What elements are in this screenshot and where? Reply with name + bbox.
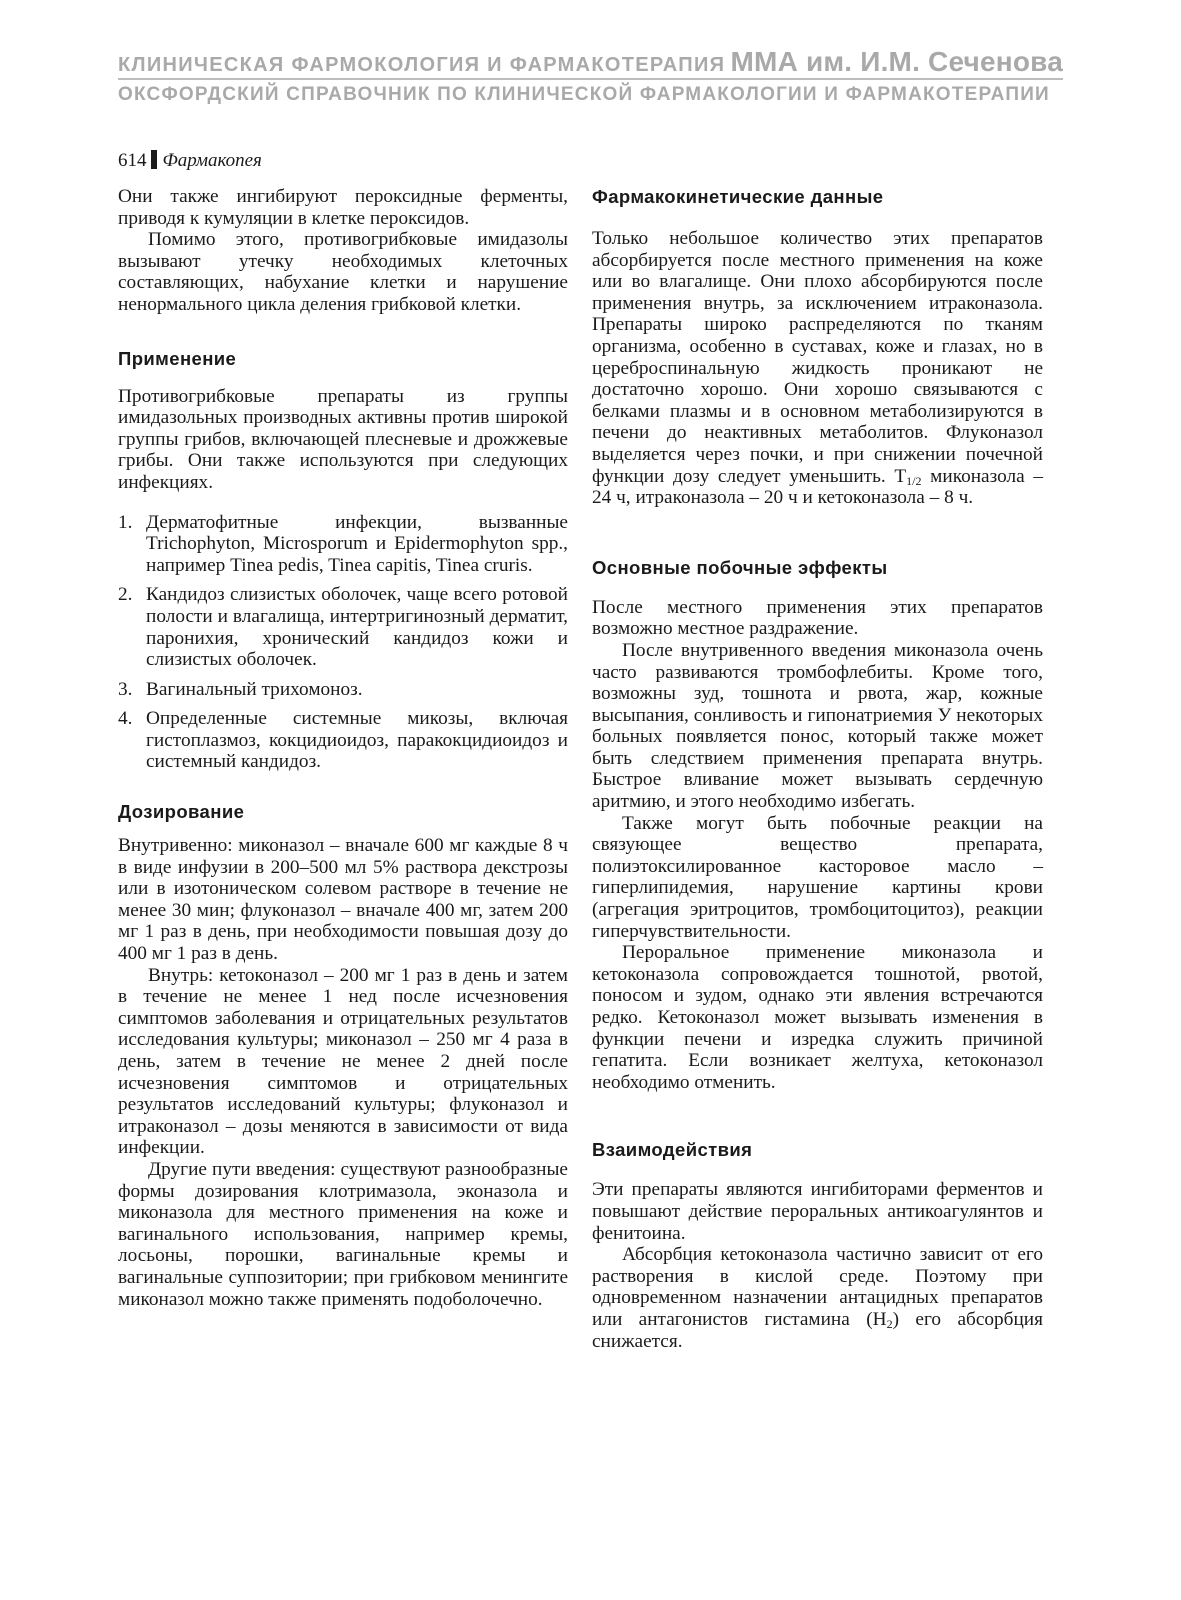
left-column: [118, 186, 568, 1310]
histamine-subscript: 2: [886, 1316, 893, 1331]
intro-paragraph-1: Они также ингибируют пероксидные ферменты, приводя к кумуляции в клетке пероксидов.: [118, 186, 568, 229]
header-institution: ММА им. И.М. Сеченова: [730, 46, 1063, 77]
header-divider: [118, 78, 1063, 80]
dosing-oral-paragraph: Внутрь: кетоконазол – 200 мг 1 раз в день и затем в течение не менее 1 нед после исчезновения симптомов заболевания и отрицательных результатов исследования культуры; миконазол – 250 мг 4 раза в день, затем в течение не менее 2 дней после исчезновения симптомов и отрицательных результатов исследований культуры; флуконазол и итраконазол – дозы меняются в зависимости от вида инфекции.: [118, 964, 568, 1159]
running-head-marker: [151, 150, 157, 169]
running-head: [118, 150, 262, 172]
usage-list: [118, 512, 568, 774]
intro-paragraph-2: Помимо этого, противогрибковые имидазолы вызывают утечку необходимых клеточных составляющих, набухание клетки и нарушение ненормального цикла деления грибковой клетки.: [118, 229, 568, 315]
list-item: [118, 679, 568, 701]
interactions-paragraph-2: [592, 1244, 1043, 1352]
list-item: [118, 584, 568, 670]
list-item: [118, 512, 568, 577]
list-item-text: Вагинальный трихомоноз.: [146, 678, 363, 700]
adverse-effects-paragraph-1: После местного применения этих препаратов возможно местное раздражение.: [592, 596, 1043, 640]
list-item-text: Кандидоз слизистых оболочек, чаще всего ротовой полости и влагалища, интертригинозный дерматит, паронихия, хронический кандидоз кожи и слизистых оболочек.: [146, 584, 568, 671]
adverse-effects-paragraph-2: После внутривенного введения миконазола очень часто развиваются тромбофлебиты. Кроме того, возможны зуд, тошнота и рвота, жар, кожные высыпания, сонливость и гипонатриемия У некоторых больных появляется понос, который также может быть следствием применения препарата внутрь. Быстрое вливание может вызывать сердечную аритмию, и этого необходимо избегать.: [592, 639, 1043, 813]
list-item-text: Определенные системные микозы, включая гистоплазмоз, кокцидиоидоз, паракокцидиоидоз и системный кандидоз.: [146, 708, 568, 773]
pharmacokinetics-heading: Фармакокинетические данные: [592, 186, 884, 207]
list-item-number: 3.: [118, 678, 133, 700]
dosing-other-paragraph: Другие пути введения: существуют разнообразные формы дозирования клотримазола, эконазола и миконазола для местного применения на коже и вагинального использования, например кремы, лосьоны, порошки, вагинальные кремы и вагинальные суппозитории; при грибковом менингите миконазол можно также применять подоболочечно.: [118, 1158, 568, 1310]
dosing-iv-paragraph: Внутривенно: миконазол – вначале 600 мг каждые 8 ч в виде инфузии в 200–500 мл 5% раствора декстрозы или в изотоническом солевом растворе в течение не менее 30 мин; флуконазол – вначале 400 мг, затем 200 мг 1 раз в день, при необходимости повышая дозу до 400 мг 1 раз в день.: [118, 835, 568, 965]
adverse-effects-paragraph-4: Пероральное применение миконазола и кетоконазола сопровождается тошнотой, рвотой, поносом и зудом, однако эти явления встречаются редко. Кетоконазол может вызывать изменения в функции печени и изредка служить причиной гепатита. Если возникает желтуха, кетоконазол необходимо отменить.: [592, 942, 1043, 1093]
page-number: 614: [118, 150, 147, 171]
int-text-b: ) его абсорбция снижается.: [592, 1308, 1043, 1352]
pk-text-a: Только небольшое количество этих препаратов абсорбируется после местного применения на коже или во влагалище. Они плохо абсорбируются после применения внутрь, за исключением итраконазола. Препараты широко распределяются по тканям организма, особенно в суставах, коже и глазах, но в цереброспинальную жидкость проникают не достаточно хорошо. Они хорошо связываются с белками плазмы и в основном метаболизируются в печени до неактивных метаболитов. Флуконазол выделяется через почки, и при снижении почечной функции дозу следует уменьшить. T: [592, 228, 1043, 487]
right-column: [592, 186, 1043, 1352]
interactions-heading: Взаимодействия: [592, 1139, 753, 1161]
adverse-effects-paragraph-3: Также могут быть побочные реакции на связующее вещество препарата, полиэтоксилированное касторовое масло – гиперлипидемия, нарушение картины крови (агрегация эритроцитов, тромбоцитоцитоз), реакции гиперчувствительности.: [592, 812, 1043, 942]
list-item-number: 1.: [118, 511, 133, 533]
header-book-title: КЛИНИЧЕСКАЯ ФАРМОКОЛОГИЯ И ФАРМАКОТЕРАПИЯ: [118, 54, 726, 76]
interactions-paragraph-1: Эти препараты являются ингибиторами ферментов и повышают действие пероральных антикоагулянтов и фенитоина.: [592, 1179, 1043, 1244]
list-item: [118, 708, 568, 773]
pharmacokinetics-paragraph: [592, 228, 1043, 509]
adverse-effects-heading: Основные побочные эффекты: [592, 556, 888, 578]
usage-heading: Применение: [118, 347, 237, 369]
usage-paragraph: Противогрибковые препараты из группы имидазольных производных активны против широкой группы грибов, включающей плесневые и дрожжевые грибы. Они также используются при следующих инфекциях.: [118, 385, 568, 493]
running-head-section: Фармакопея: [162, 150, 262, 171]
page-header: [0, 0, 1181, 120]
list-item-text: Дерматофитные инфекции, вызванные Trichophyton, Microsporum и Epidermophyton spp., например Tinea pedis, Tinea capitis, Tinea cruris.: [146, 511, 568, 576]
half-life-subscript: 1/2: [906, 473, 922, 488]
pk-text-b: миконазола – 24 ч, итраконазола – 20 ч и кетоконазола – 8 ч.: [592, 465, 1043, 509]
int-text-a: Абсорбция кетоконазола частично зависит от его растворения в кислой среде. Поэтому при одновременном назначении антацидных препаратов или антагонистов гистамина (H: [592, 1244, 1043, 1330]
list-item-number: 2.: [118, 584, 133, 606]
header-subtitle: ОКСФОРДСКИЙ СПРАВОЧНИК ПО КЛИНИЧЕСКОЙ ФАРМАКОЛОГИИ И ФАРМАКОТЕРАПИИ: [118, 84, 1050, 105]
dosing-heading: Дозирование: [118, 801, 245, 823]
list-item-number: 4.: [118, 708, 133, 730]
